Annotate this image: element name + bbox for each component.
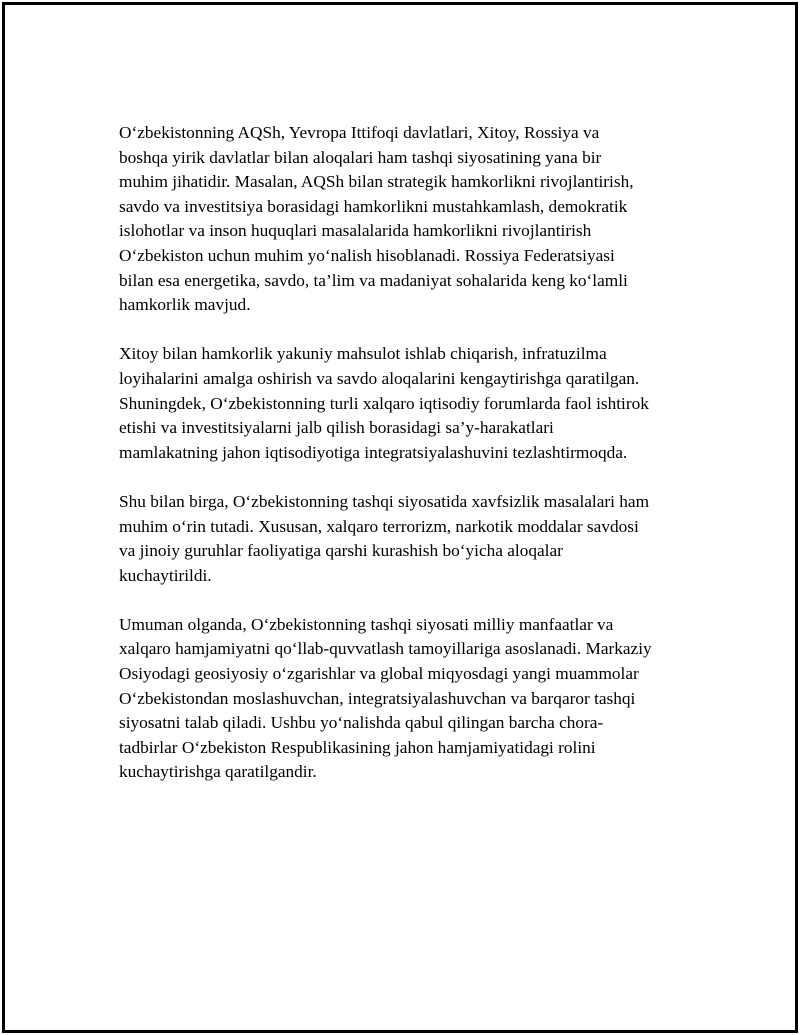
paragraph-4 — [119, 613, 679, 785]
text-line: O‘zbekistonning AQSh, Yevropa Ittifoqi davlatlari, Xitoy, Rossiya va — [119, 123, 600, 142]
text-line: Shu bilan birga, O‘zbekistonning tashqi siyosatida xavfsizlik masalalari ham — [119, 491, 650, 511]
text-line: tadbirlar O‘zbekiston Respublikasining jahon hamjamiyatidagi rolini — [119, 737, 596, 757]
text-line: bilan esa energetika, savdo, ta’lim va madaniyat sohalarida keng ko‘lamli — [119, 270, 628, 290]
text-line: etishi va investitsiyalarni jalb qilish borasidagi sa’y-harakatlari — [119, 418, 554, 438]
text-line: kuchaytirishga qaratilgandir. — [119, 762, 317, 782]
text-line: savdo va investitsiya borasidagi hamkorlikni mustahkamlash, demokratik — [119, 196, 628, 216]
text-line: Osiyodagi geosiyosiy o‘zgarishlar va global miqyosdagi yangi muammolar — [119, 664, 639, 684]
text-line: Xitoy bilan hamkorlik yakuniy mahsulot ishlab chiqarish, infratuzilma — [119, 344, 607, 364]
text-line: hamkorlik mavjud. — [119, 295, 251, 315]
text-line: islohotlar va inson huquqlari masalalarida hamkorlikni rivojlantirish — [119, 221, 592, 241]
paragraph-3 — [119, 490, 679, 588]
text-line: siyosatni talab qiladi. Ushbu yo‘nalishda qabul qilingan barcha chora- — [119, 713, 604, 733]
paragraph-2 — [119, 342, 679, 465]
text-line: Shuningdek, O‘zbekistonning turli xalqaro iqtisodiy forumlarda faol ishtirok — [119, 393, 649, 413]
text-line: boshqa yirik davlatlar bilan aloqalari ham tashqi siyosatining yana bir — [119, 147, 602, 167]
text-line: mamlakatning jahon iqtisodiyotiga integratsiyalashuvini tezlashtirmoqda. — [119, 442, 628, 462]
text-line: xalqaro hamjamiyatni qo‘llab-quvvatlash tamoyillariga asoslanadi. Markaziy — [119, 639, 652, 659]
document-body — [119, 121, 679, 810]
paragraph-1 — [119, 121, 679, 318]
text-line: kuchaytirildi. — [119, 565, 212, 585]
text-line: va jinoiy guruhlar faoliyatiga qarshi kurashish bo‘yicha aloqalar — [119, 541, 563, 561]
text-line: muhim o‘rin tutadi. Xususan, xalqaro terrorizm, narkotik moddalar savdosi — [119, 516, 639, 536]
document-page — [2, 2, 798, 1033]
text-line: loyihalarini amalga oshirish va savdo aloqalarini kengaytirishga qaratilgan. — [119, 368, 640, 388]
text-line: O‘zbekistondan moslashuvchan, integratsiyalashuvchan va barqaror tashqi — [119, 688, 636, 708]
text-line: Umuman olganda, O‘zbekistonning tashqi siyosati milliy manfaatlar va — [119, 614, 614, 634]
text-line: muhim jihatidir. Masalan, AQSh bilan strategik hamkorlikni rivojlantirish, — [119, 172, 634, 192]
text-line: O‘zbekiston uchun muhim yo‘nalish hisoblanadi. Rossiya Federatsiyasi — [119, 245, 615, 265]
